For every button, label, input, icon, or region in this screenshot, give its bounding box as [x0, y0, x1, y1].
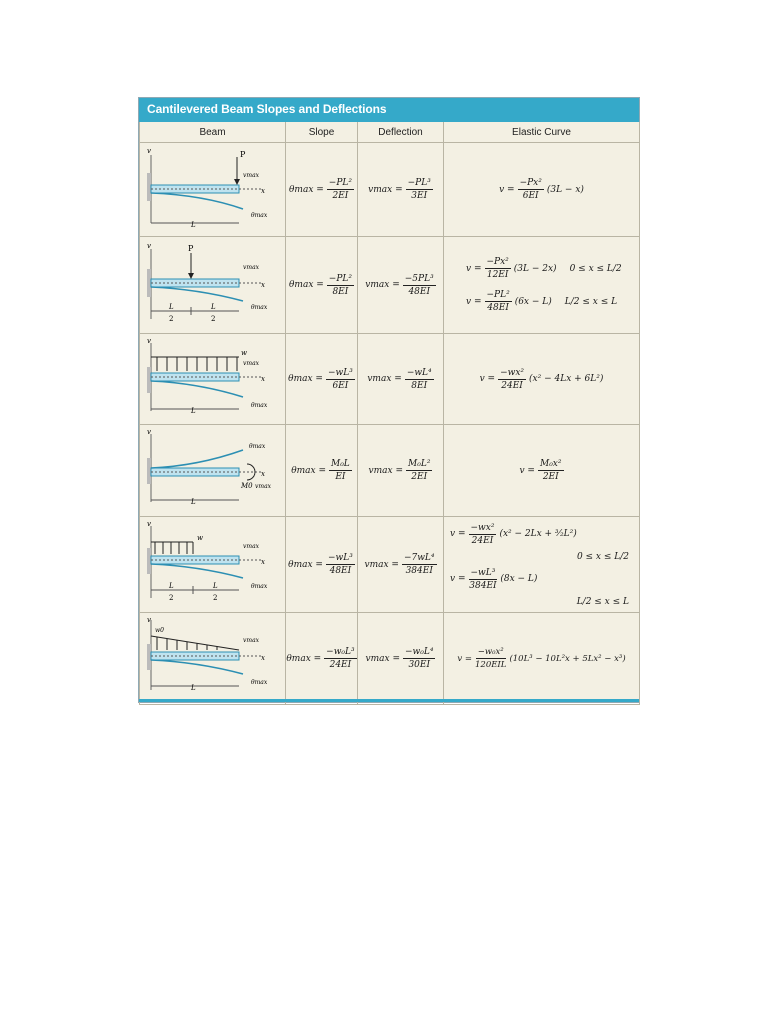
svg-text:θmax: θmax	[250, 679, 267, 686]
svg-text:x: x	[260, 654, 265, 662]
beam-diagram-cell	[140, 425, 286, 517]
table-bottom-rule	[139, 699, 639, 702]
svg-text:v: v	[146, 520, 151, 528]
svg-text:L: L	[210, 302, 216, 311]
beam-diagram-cell	[140, 237, 286, 334]
svg-text:v: v	[146, 336, 151, 345]
svg-text:P: P	[187, 243, 193, 253]
svg-text:vmax: vmax	[242, 359, 259, 367]
svg-text:L: L	[190, 406, 196, 415]
beam-diagram-cell	[140, 143, 286, 237]
svg-text:v: v	[146, 241, 151, 250]
beam-diagram-cell	[140, 517, 286, 613]
svg-text:vmax: vmax	[254, 483, 271, 490]
slope-cell: θmax = $\frac{\text{−wL³}}{48EI}$	[286, 517, 358, 613]
svg-text:θmax: θmax	[248, 443, 265, 450]
slope-cell: θmax = $\frac{\text{−wL³}}{6EI}$	[286, 334, 358, 425]
elastic-curve-cell: v = $\frac{\text{−wx²}}{24EI}$ (x² − 4Lx + 6L²)	[444, 334, 640, 425]
beam-diagram-cell	[140, 613, 286, 705]
svg-text:2: 2	[168, 594, 173, 602]
deflection-cell: vmax = $\frac{\text{−w₀L⁴}}{30EI}$	[358, 613, 444, 705]
svg-text:v: v	[146, 428, 151, 436]
svg-text:θmax: θmax	[250, 212, 267, 219]
deflection-cell: vmax = $\frac{\text{−5PL³}}{48EI}$	[358, 237, 444, 334]
beam-diagram-triangular-load	[143, 614, 283, 700]
deflection-cell: vmax = $\frac{\text{−PL³}}{3EI}$	[358, 143, 444, 237]
table-title: Cantilevered Beam Slopes and Deflections	[147, 102, 387, 116]
svg-text:2: 2	[168, 314, 173, 323]
beam-diagram-point-mid	[143, 239, 283, 329]
slope-cell: θmax = $\frac{\text{M₀L}}{EI}$	[286, 425, 358, 517]
svg-text:2: 2	[210, 314, 215, 323]
svg-text:L: L	[190, 221, 196, 229]
beam-diagram-cell	[140, 334, 286, 425]
header-row	[140, 122, 640, 143]
table-row	[140, 613, 640, 705]
svg-text:vmax: vmax	[242, 637, 259, 644]
deflection-cell: vmax = $\frac{\text{−wL⁴}}{8EI}$	[358, 334, 444, 425]
slope-cell: θmax = $\frac{\text{−w₀L³}}{24EI}$	[286, 613, 358, 705]
svg-text:x: x	[260, 187, 265, 195]
beam-diagram-point-end	[143, 143, 283, 233]
table-title-bar	[139, 98, 639, 122]
svg-text:x: x	[260, 558, 265, 566]
header-deflection: Deflection	[358, 122, 444, 143]
deflection-cell: vmax = $\frac{\text{−7wL⁴}}{384EI}$	[358, 517, 444, 613]
svg-text:w: w	[196, 534, 203, 542]
svg-text:L: L	[168, 302, 174, 311]
svg-text:M0: M0	[240, 482, 253, 490]
svg-text:w0: w0	[154, 627, 164, 634]
table-row	[140, 425, 640, 517]
svg-text:x: x	[260, 470, 265, 478]
deflection-cell: vmax = $\frac{\text{M₀L²}}{2EI}$	[358, 425, 444, 517]
beam-table-sheet	[138, 97, 640, 703]
svg-text:L: L	[212, 582, 218, 590]
beam-diagram-half-uniform-load	[143, 518, 283, 608]
elastic-curve-cell: v = $\frac{\text{−w₀x²}}{\text{120EIL}}$ (10L³ − 10L²x + 5Lx² − x³)	[444, 613, 640, 705]
beam-table	[139, 122, 640, 705]
header-elastic-curve: Elastic Curve	[444, 122, 640, 143]
svg-text:L: L	[190, 684, 196, 692]
svg-text:L: L	[190, 498, 196, 506]
svg-text:vmax: vmax	[242, 172, 259, 179]
table-row	[140, 334, 640, 425]
svg-text:2: 2	[212, 594, 217, 602]
table-row	[140, 143, 640, 237]
elastic-curve-cell: v = $\frac{\text{−Px²}}{12EI}$ (3L − 2x) 0 ≤ x ≤ L/2 v = $\frac{\text{−PL²}}{48EI}$ (6x − L) L/2 ≤ x ≤ L	[444, 237, 640, 334]
elastic-curve-cell: v = $\frac{\text{−Px²}}{6EI}$ (3L − x)	[444, 143, 640, 237]
svg-text:v: v	[146, 147, 151, 155]
svg-text:P: P	[239, 150, 245, 159]
svg-text:x: x	[260, 374, 265, 383]
svg-text:v: v	[146, 616, 151, 624]
svg-text:w: w	[240, 348, 247, 357]
svg-text:vmax: vmax	[242, 543, 259, 550]
svg-text:L: L	[168, 582, 174, 590]
svg-text:vmax: vmax	[242, 263, 259, 271]
beam-diagram-uniform-load	[143, 335, 283, 421]
header-slope: Slope	[286, 122, 358, 143]
elastic-curve-cell: v = $\frac{\text{−wx²}}{24EI}$ (x² − 2Lx + ³⁄₂L²) 0 ≤ x ≤ L/2 v = $\frac{\text{−wL³}}{384EI}$ (8x − L) L/2 ≤ x ≤ L	[444, 517, 640, 613]
elastic-curve-cell: v = $\frac{\text{M₀x²}}{2EI}$	[444, 425, 640, 517]
table-row	[140, 517, 640, 613]
svg-text:θmax: θmax	[250, 583, 267, 590]
svg-text:θmax: θmax	[250, 401, 267, 409]
slope-cell: θmax = $\frac{\text{−PL²}}{2EI}$	[286, 143, 358, 237]
table-row	[140, 237, 640, 334]
beam-diagram-end-moment	[143, 426, 283, 512]
svg-text:θmax: θmax	[250, 303, 267, 311]
svg-text:x: x	[260, 280, 265, 289]
header-beam: Beam	[140, 122, 286, 143]
slope-cell: θmax = $\frac{\text{−PL²}}{8EI}$	[286, 237, 358, 334]
